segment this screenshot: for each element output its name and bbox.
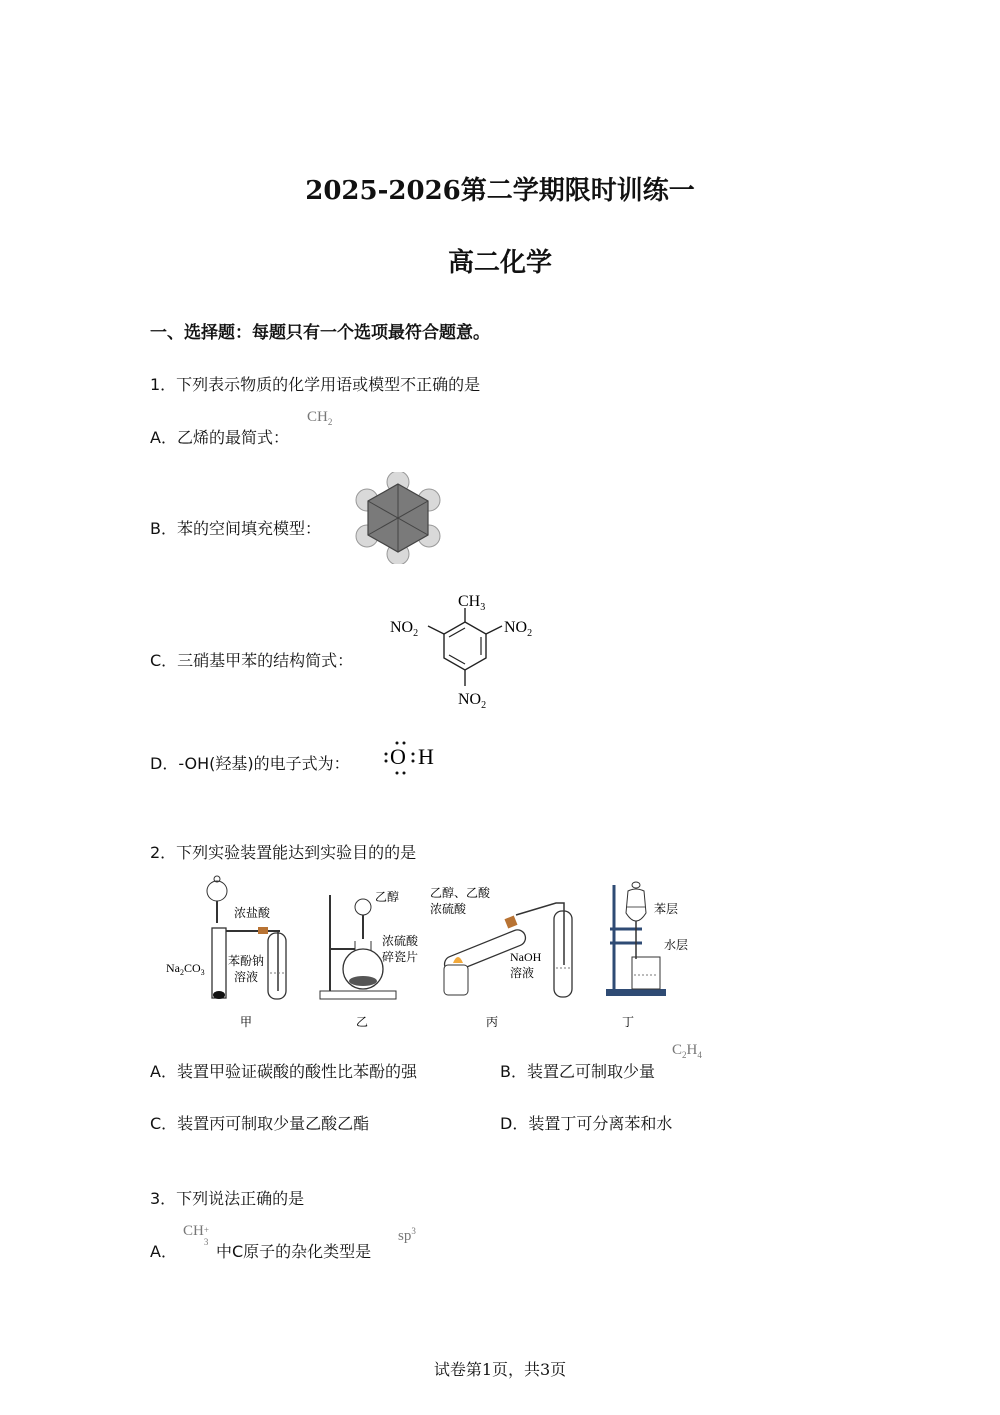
q3-option-a-hybridization (398, 1226, 416, 1245)
figure-caption-jia: 甲 (240, 1015, 253, 1029)
jia-label-phenoxide: 苯酚钠 (228, 954, 265, 968)
q2-option-b-formula (672, 1042, 702, 1060)
experiment-apparatus-figure (160, 873, 720, 1035)
formula-text: H (686, 1042, 698, 1058)
no2-left-label: $NO_2$ (390, 619, 419, 639)
q3-option-a-ion (183, 1223, 212, 1247)
trinitrotoluene-structure (385, 586, 555, 716)
formula-text: C (672, 1042, 683, 1058)
formula-subscript: 2 (327, 417, 333, 427)
section-heading: 一、选择题：每题只有一个选项最符合题意。 (150, 323, 490, 343)
formula-text: CH (307, 409, 328, 425)
formula-superscript: + (203, 1225, 209, 1235)
q2-option-b (500, 1059, 655, 1082)
q1-option-a (150, 425, 289, 448)
q1-option-c (150, 648, 353, 671)
bing-label-reactants: 乙醇、乙酸 (430, 886, 491, 900)
q1-option-b (150, 516, 321, 539)
apparatus-yi (320, 889, 419, 1029)
hydroxyl-o: O (390, 744, 406, 769)
q2-option-c: C．装置丙可制取少量乙酸乙酯 (150, 1114, 370, 1133)
bing-label-naoh: NaOH (510, 950, 542, 964)
yi-label-ethanol: 乙醇 (375, 890, 400, 904)
question-2-stem: 2．下列实验装置能达到实验目的的是 (150, 843, 417, 862)
yi-label-h2so4: 浓硫酸 (382, 934, 419, 948)
page-title: 2025-2026第二学期限时训练一 (305, 176, 695, 206)
q1-option-b-label: B．苯的空间填充模型： (150, 519, 321, 538)
page-footer: 试卷第1页，共3页 (433, 1360, 567, 1379)
no2-right-label: $NO_2$ (504, 619, 533, 639)
question-3-stem: 3．下列说法正确的是 (150, 1189, 305, 1208)
ding-label-benzene: 苯层 (654, 902, 679, 916)
formula-superscript: 3 (411, 1226, 416, 1236)
page-subtitle: 高二化学 (447, 248, 552, 278)
formula-text: sp (398, 1228, 412, 1244)
ch3-label: $CH_3$ (458, 593, 486, 613)
bing-label-h2so4: 浓硫酸 (430, 902, 467, 916)
hydroxyl-electron-formula (380, 737, 440, 777)
apparatus-jia (166, 876, 286, 1029)
formula-subscript: 4 (697, 1050, 702, 1060)
apparatus-bing (430, 885, 572, 1029)
no2-bottom-label: $NO_2$ (458, 691, 487, 711)
formula-text: CH (183, 1223, 204, 1239)
figure-caption-yi: 乙 (356, 1015, 369, 1029)
hydroxyl-h: H (418, 744, 434, 769)
figure-caption-bing: 丙 (486, 1015, 499, 1029)
q1-option-a-label: A．乙烯的最简式： (150, 428, 289, 447)
q2-option-b-label: B．装置乙可制取少量 (500, 1062, 655, 1081)
q3-option-a (150, 1239, 177, 1262)
bing-label-solution: 溶液 (510, 966, 535, 980)
ding-label-water: 水层 (664, 938, 689, 952)
q1-option-d-label: D．-OH(羟基)的电子式为： (150, 754, 350, 773)
benzene-space-filling-model (352, 472, 444, 564)
q1-option-d (150, 751, 350, 774)
q1-option-a-formula (307, 409, 332, 427)
q3-option-a-text: 中C原子的杂化类型是 (216, 1242, 372, 1261)
jia-label-na2co3: $Na_2CO_3$ (166, 961, 205, 977)
q2-option-d: D．装置丁可分离苯和水 (500, 1114, 673, 1133)
apparatus-ding (606, 882, 688, 1029)
question-1-stem: 1．下列表示物质的化学用语或模型不正确的是 (150, 375, 481, 394)
q3-option-a-prefix: A． (150, 1242, 177, 1261)
q2-option-a: A．装置甲验证碳酸的酸性比苯酚的强 (150, 1062, 417, 1081)
jia-label-solution: 溶液 (234, 970, 259, 984)
formula-subscript: 2 (682, 1050, 687, 1060)
yi-label-porcelain: 碎瓷片 (382, 950, 419, 964)
figure-caption-ding: 丁 (622, 1015, 635, 1029)
q1-option-c-label: C．三硝基甲苯的结构简式： (150, 651, 354, 670)
formula-subscript: 3 (203, 1237, 209, 1247)
jia-label-hcl: 浓盐酸 (234, 906, 271, 920)
